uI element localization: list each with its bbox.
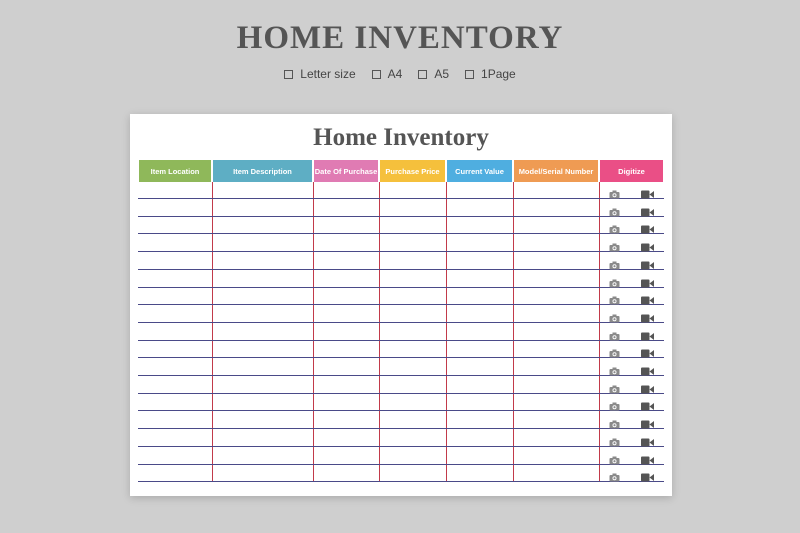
size-option[interactable] — [418, 67, 449, 81]
size-option[interactable] — [465, 67, 516, 81]
column-divider — [446, 182, 447, 482]
camera-icon[interactable] — [609, 310, 620, 328]
camera-icon[interactable] — [609, 398, 620, 416]
table-grid — [130, 114, 672, 496]
column-divider — [599, 182, 600, 482]
video-camera-icon[interactable] — [641, 363, 654, 381]
table-row — [138, 357, 664, 358]
column-header: Item Description — [213, 160, 312, 182]
table-row — [138, 251, 664, 252]
inventory-sheet — [130, 114, 672, 496]
column-header: Purchase Price — [380, 160, 445, 182]
camera-icon[interactable] — [609, 221, 620, 239]
checkbox[interactable] — [418, 70, 427, 79]
checkbox[interactable] — [465, 70, 474, 79]
table-row — [138, 375, 664, 376]
camera-icon[interactable] — [609, 345, 620, 363]
video-camera-icon[interactable] — [641, 221, 654, 239]
sheet-title: Home Inventory — [313, 124, 489, 151]
video-camera-icon[interactable] — [641, 328, 654, 346]
checkbox[interactable] — [372, 70, 381, 79]
main-title: HOME INVENTORY — [236, 20, 564, 56]
video-camera-icon[interactable] — [641, 434, 654, 452]
camera-icon[interactable] — [609, 204, 620, 222]
column-divider — [313, 182, 314, 482]
table-row — [138, 410, 664, 411]
column-header: Item Location — [139, 160, 211, 182]
camera-icon[interactable] — [609, 328, 620, 346]
size-options — [0, 67, 800, 81]
table-row — [138, 481, 664, 482]
video-camera-icon[interactable] — [641, 292, 654, 310]
table-row — [138, 340, 664, 341]
camera-icon[interactable] — [609, 434, 620, 452]
size-option-label: Letter size — [300, 67, 356, 81]
table-row — [138, 393, 664, 394]
camera-icon[interactable] — [609, 452, 620, 470]
video-camera-icon[interactable] — [641, 257, 654, 275]
camera-icon[interactable] — [609, 186, 620, 204]
table-row — [138, 464, 664, 465]
column-header: Date Of Purchase — [314, 160, 378, 182]
table-row — [138, 287, 664, 288]
camera-icon[interactable] — [609, 363, 620, 381]
table-row — [138, 322, 664, 323]
column-header: Current Value — [447, 160, 512, 182]
size-option-label: A4 — [387, 67, 403, 81]
table-row — [138, 269, 664, 270]
video-camera-icon[interactable] — [641, 310, 654, 328]
checkbox[interactable] — [284, 70, 293, 79]
camera-icon[interactable] — [609, 239, 620, 257]
video-camera-icon[interactable] — [641, 452, 654, 470]
table-row — [138, 304, 664, 305]
camera-icon[interactable] — [609, 275, 620, 293]
size-option[interactable] — [372, 67, 403, 81]
size-option-label: A5 — [434, 67, 450, 81]
video-camera-icon[interactable] — [641, 204, 654, 222]
video-camera-icon[interactable] — [641, 186, 654, 204]
camera-icon[interactable] — [609, 292, 620, 310]
size-option[interactable] — [284, 67, 355, 81]
column-header: Digitize — [600, 160, 663, 182]
column-header: Model/Serial Number — [514, 160, 598, 182]
column-divider — [513, 182, 514, 482]
column-divider — [379, 182, 380, 482]
size-option-label: 1Page — [481, 67, 516, 81]
column-divider — [212, 182, 213, 482]
table-row — [138, 428, 664, 429]
camera-icon[interactable] — [609, 381, 620, 399]
video-camera-icon[interactable] — [641, 469, 654, 487]
table-row — [138, 216, 664, 217]
video-camera-icon[interactable] — [641, 398, 654, 416]
table-row — [138, 233, 664, 234]
video-camera-icon[interactable] — [641, 239, 654, 257]
video-camera-icon[interactable] — [641, 275, 654, 293]
video-camera-icon[interactable] — [641, 345, 654, 363]
camera-icon[interactable] — [609, 469, 620, 487]
table-row — [138, 446, 664, 447]
video-camera-icon[interactable] — [641, 381, 654, 399]
camera-icon[interactable] — [609, 416, 620, 434]
table-row — [138, 198, 664, 199]
camera-icon[interactable] — [609, 257, 620, 275]
video-camera-icon[interactable] — [641, 416, 654, 434]
